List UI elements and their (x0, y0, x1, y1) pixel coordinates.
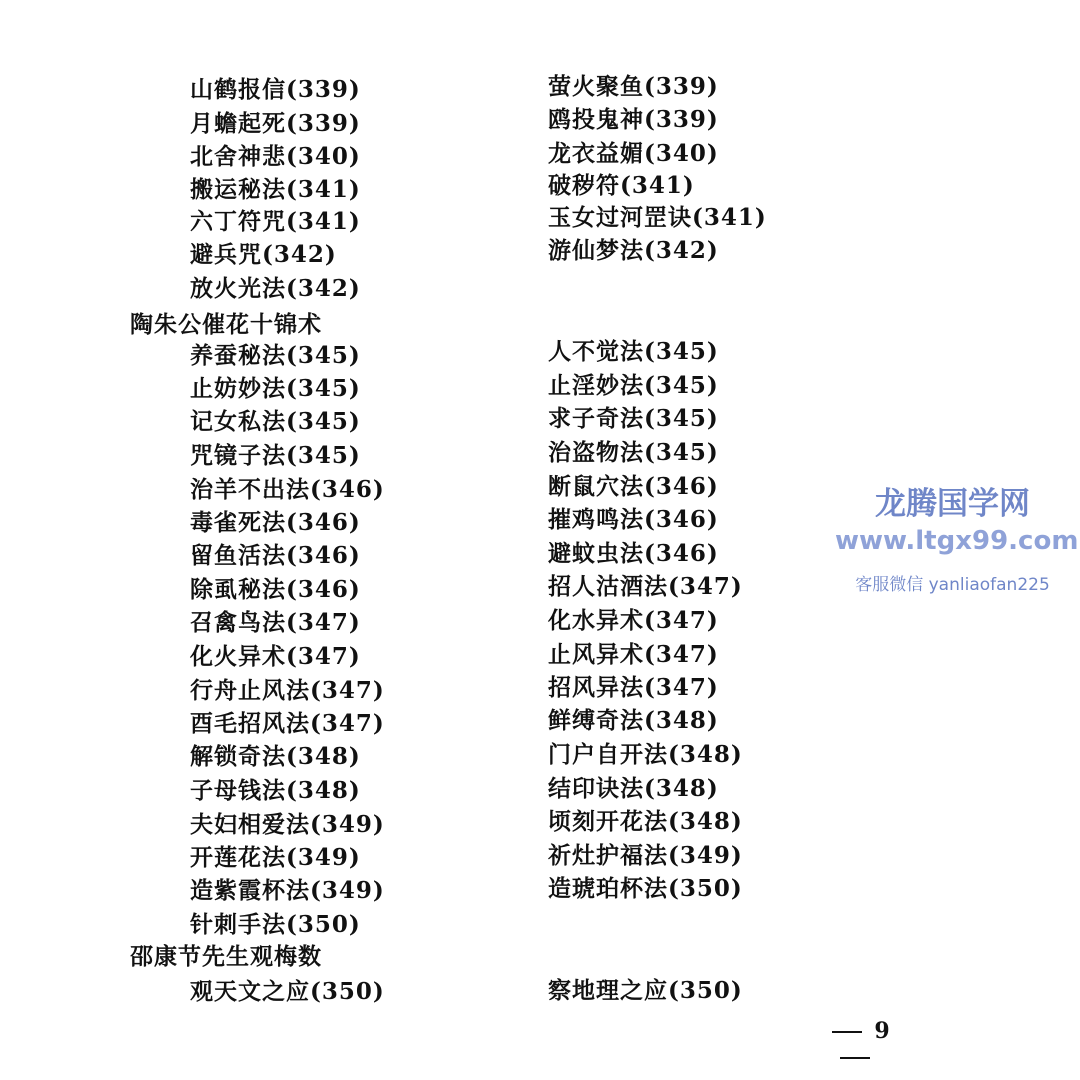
toc-entry: 破秽符(341) (548, 172, 695, 199)
toc-entry: 顷刻开花法(348) (548, 808, 743, 835)
toc-entry: 人不觉法(345) (548, 338, 719, 365)
toc-entry: 除虱秘法(346) (190, 576, 361, 603)
toc-entry: 解锁奇法(348) (190, 743, 361, 770)
watermark-title: 龙腾国学网 (875, 486, 1030, 522)
toc-entry: 招风异法(347) (548, 674, 719, 701)
toc-entry: 月蟾起死(339) (190, 110, 361, 137)
watermark-url: www.ltgx99.com (835, 526, 1079, 556)
toc-entry: 留鱼活法(346) (190, 542, 361, 569)
toc-entry: 养蚕秘法(345) (190, 342, 361, 369)
toc-entry: 止妨妙法(345) (190, 375, 361, 402)
toc-entry: 子母钱法(348) (190, 777, 361, 804)
toc-entry: 放火光法(342) (190, 275, 361, 302)
toc-entry: 避蚊虫法(346) (548, 540, 719, 567)
toc-entry: 鲜缚奇法(348) (548, 707, 719, 734)
toc-entry: 酉毛招风法(347) (190, 710, 385, 737)
section-title: 陶朱公催花十锦术 (130, 311, 322, 338)
toc-entry: 求子奇法(345) (548, 405, 719, 432)
toc-entry: 召禽鸟法(347) (190, 609, 361, 636)
toc-entry: 记女私法(345) (190, 408, 361, 435)
toc-entry: 治羊不出法(346) (190, 476, 385, 503)
toc-entry: 治盗物法(345) (548, 439, 719, 466)
toc-entry: 造琥珀杯法(350) (548, 875, 743, 902)
toc-entry: 行舟止风法(347) (190, 677, 385, 704)
toc-entry: 避兵咒(342) (190, 241, 337, 268)
section-title: 邵康节先生观梅数 (130, 943, 322, 970)
page-number (800, 1018, 910, 1070)
toc-entry: 止淫妙法(345) (548, 372, 719, 399)
dash-right (840, 1057, 870, 1059)
toc-entry: 摧鸡鸣法(346) (548, 506, 719, 533)
toc-entry: 观天文之应(350) (190, 978, 385, 1005)
toc-entry: 造紫霞杯法(349) (190, 877, 385, 904)
toc-entry: 萤火聚鱼(339) (548, 73, 719, 100)
toc-entry: 夫妇相爱法(349) (190, 811, 385, 838)
toc-entry: 搬运秘法(341) (190, 176, 361, 203)
toc-entry: 毒雀死法(346) (190, 509, 361, 536)
toc-entry: 玉女过河罡诀(341) (548, 204, 767, 231)
toc-entry: 招人沽酒法(347) (548, 573, 743, 600)
toc-entry: 龙衣益媚(340) (548, 140, 719, 167)
toc-entry: 断鼠穴法(346) (548, 473, 719, 500)
toc-entry: 鸥投鬼神(339) (548, 106, 719, 133)
toc-entry: 门户自开法(348) (548, 741, 743, 768)
toc-entry: 游仙梦法(342) (548, 237, 719, 264)
toc-entry: 六丁符咒(341) (190, 208, 361, 235)
toc-entry: 化水异术(347) (548, 607, 719, 634)
toc-entry: 祈灶护福法(349) (548, 842, 743, 869)
toc-entry: 止风异术(347) (548, 641, 719, 668)
watermark-contact: 客服微信 yanliaofan225 (855, 575, 1050, 595)
toc-entry: 北舍神悲(340) (190, 143, 361, 170)
dash-left (832, 1031, 862, 1033)
toc-entry: 山鹤报信(339) (190, 76, 361, 103)
toc-entry: 咒镜子法(345) (190, 442, 361, 469)
toc-entry: 针刺手法(350) (190, 911, 361, 938)
toc-entry: 结印诀法(348) (548, 775, 719, 802)
toc-entry: 化火异术(347) (190, 643, 361, 670)
toc-entry: 察地理之应(350) (548, 977, 743, 1004)
page-number-text: 9 (874, 1018, 890, 1044)
toc-entry: 开莲花法(349) (190, 844, 361, 871)
